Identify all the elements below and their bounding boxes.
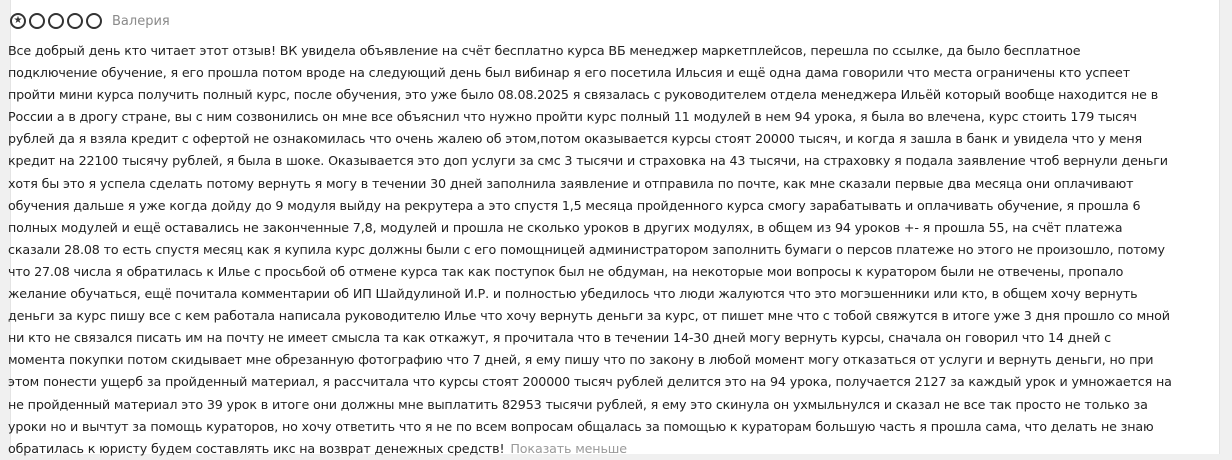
review-author: Валерия — [112, 13, 170, 29]
review-text-line: полных модулей и ещё оставались не законченные 7,8, модулей и прошла не сколько уроков в других модулях, в общем из 94 уроков +- я прошла 55, на счёт платежа — [8, 219, 1123, 235]
star-empty-icon — [86, 13, 102, 29]
review-text-line: рублей да я взяла кредит с офертой не ознакомилась что очень жалею об этом,потом оказывается курсы стоят 20000 тысяч, и когда я зашла в банк и увидела что у меня — [8, 131, 1142, 147]
review-text-line: этом понести ущерб за пройденный материал, я рассчитала что курсы стоят 200000 тысяч рублей делится это на 94 урока, получается 2127 за каждый урок и умножается на — [8, 374, 1172, 390]
star-empty-icon — [48, 13, 64, 29]
review-text-line: обучения дальше я уже когда дойду до 9 модуля выйду на рекрутера а это спустя 1,5 месяца пройденного курса смогу зарабатывать и оплачивать обучение, я прошла 6 — [8, 197, 1141, 213]
review-text-line: кредит на 22100 тысячу рублей, я была в шоке. Оказывается это доп услуги за смс 3 тысячи и страховка на 43 тысячи, на страховку я подала заявление чтоб вернули деньги — [8, 153, 1168, 169]
review-text-line-content: обратилась к юристу будем составлять икс на возврат денежных средств! — [8, 440, 505, 456]
review-header — [10, 10, 170, 32]
review-text-line: России а в дрогу стране, вы с ним созвонились он мне все объяснил что нужно пройти курс полный 11 модулей в нем 94 урока, я была во влечена, курс стоить 179 тысяч — [8, 109, 1137, 125]
rating-stars — [10, 13, 102, 29]
show-less-link[interactable]: Показать меньше — [510, 440, 627, 456]
review-text-line: хотя бы это я успела сделать потому вернуть я могу в течении 30 дней заполнила заявление и отправила по почте, как мне сказали первые два месяца они оплачивают — [8, 175, 1134, 191]
review-text-line: сказали 28.08 то есть спустя месяц как я купила курс должны были с его помощницей администратором заполнить бумаги о персов платеже но этого не произошло, потому — [8, 241, 1165, 257]
star-filled-icon: ★ — [10, 13, 26, 29]
star-empty-icon — [67, 13, 83, 29]
review-text-line: пройти мини курса получить полный курс, после обучения, это уже было 08.08.2025 я связалась с руководителем отдела менеджера Ильёй который вообще находится не в — [8, 87, 1159, 103]
review-text-line — [8, 438, 1172, 460]
review-text-line: что 27.08 числа я обратилась к Илье с просьбой об отмене курса так как поступок был не обдуман, на некоторые мои вопросы к куратором были не отвечены, пропало — [8, 263, 1124, 279]
review-text-line: момента покупки потом скидывает мне обрезанную фотографию что 7 дней, я ему пишу что по закону в любой момент могу отказаться от услуги и вернуть деньги, но при — [8, 352, 1154, 368]
review-text — [8, 40, 1172, 460]
review-text-line: ни кто не связался писать им на почту не имеет смысла та как откажут, я прочитала что в течении 14-30 дней могу вернуть курсы, сначала он говорил что 14 дней с — [8, 330, 1111, 346]
review-text-line: не пройденный материал это 39 урок в итоге они должны мне выплатить 82953 тысячи рублей, я ему это скинула он ухмыльнулся и сказал не все так просто не только за — [8, 396, 1148, 412]
review-text-line: желание обучаться, ещё почитала комментарии об ИП Шайдулиной И.Р. и полностью убедилось что люди жалуются что это могэшенники или кто, в общем хочу вернуть — [8, 286, 1138, 302]
review-text-line: деньги за курс пишу все с кем работала написала руководителю Илье что хочу вернуть деньги за курс, от пишет мне что с тобой свяжутся в итоге уже 3 дня прошло со мной — [8, 308, 1170, 324]
review-text-line: Все добрый день кто читает этот отзыв! ВК увидела объявление на счёт бесплатно курса ВБ менеджер маркетплейсов, перешла по ссылке, да было бесплатное — [8, 43, 1081, 58]
review-text-line: подключение обучение, я его прошла потом вроде на следующий день был вибинар я его посетила Ильсия и ещё одна дама говорили что места ограничены кто успеет — [8, 65, 1130, 81]
review-text-line: уроки но и вычтут за помощь кураторов, но хочу ответить что я не по всем вопросам общалась за помощью к кураторам большую часть я прошла сама, что делать не знаю — [8, 418, 1154, 434]
star-empty-icon — [29, 13, 45, 29]
